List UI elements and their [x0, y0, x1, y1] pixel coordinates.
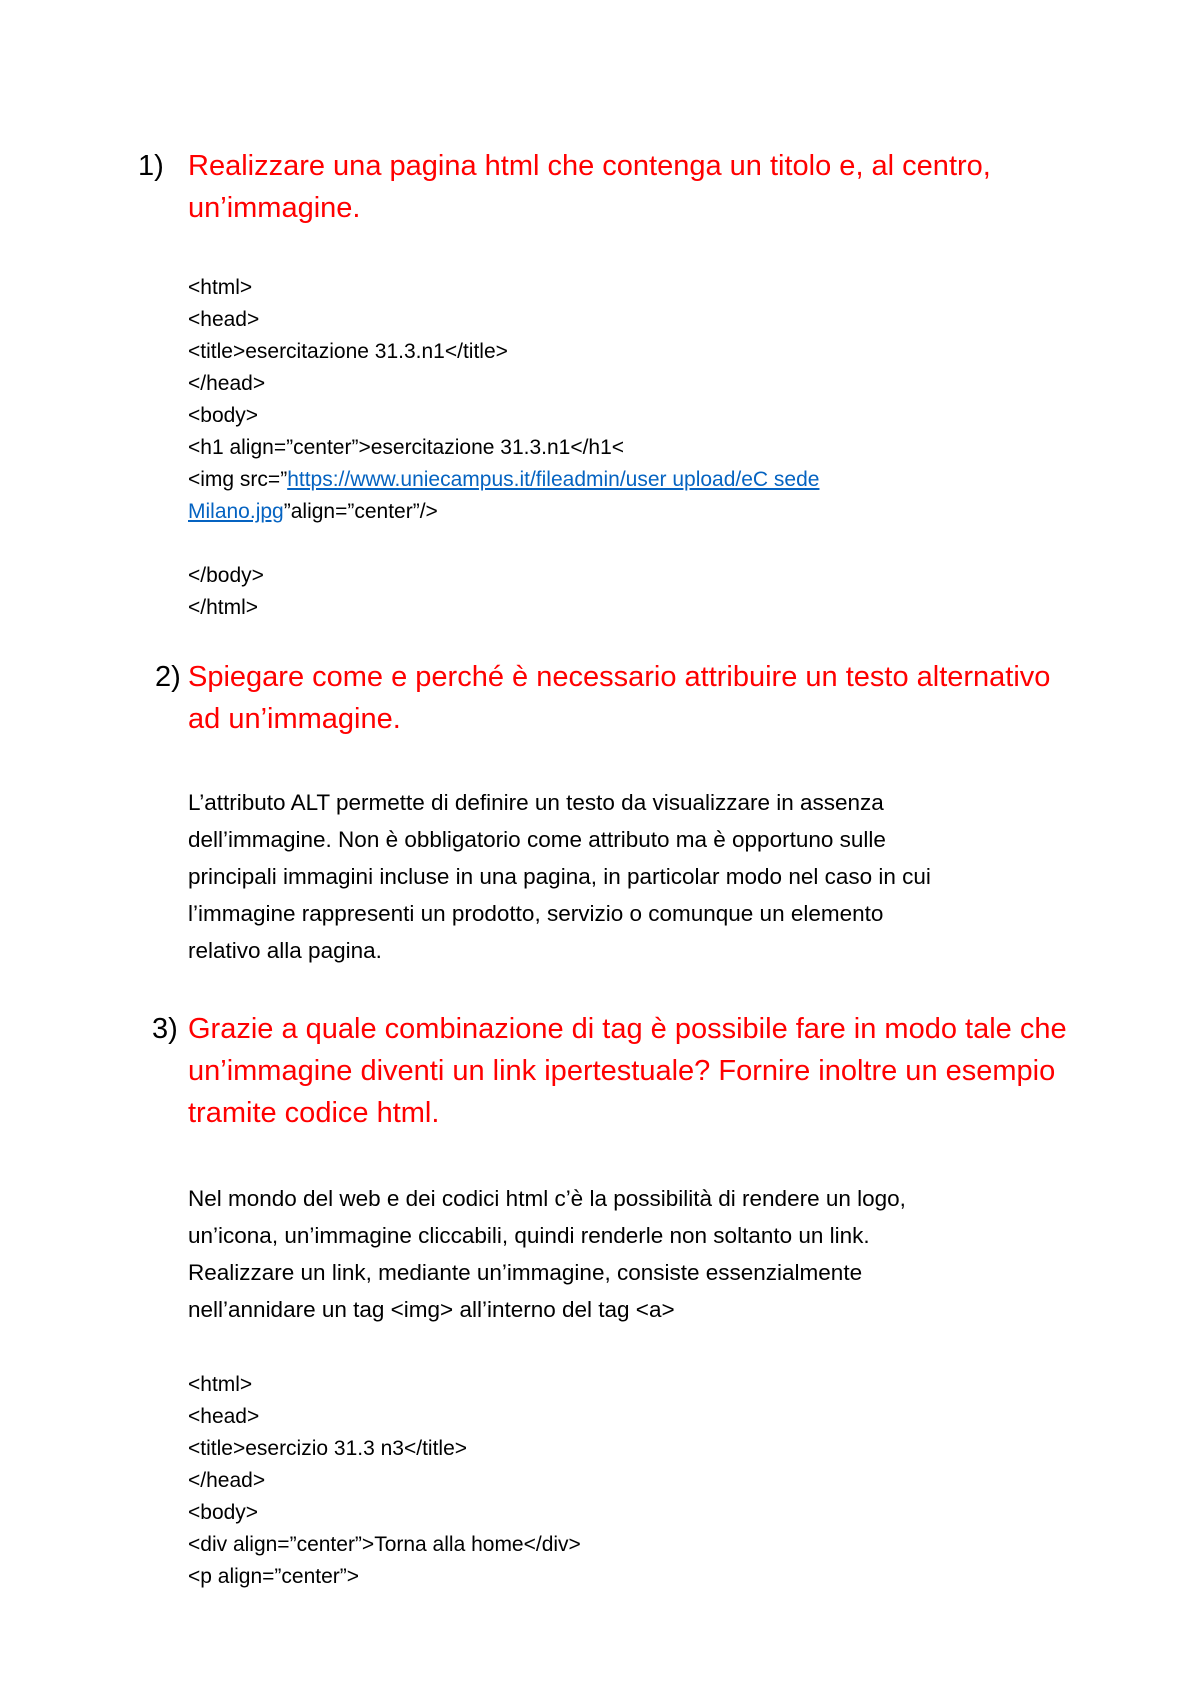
- question-number: 1): [138, 150, 164, 182]
- question-line: un’immagine.: [188, 192, 361, 224]
- answer-line: principali immagini incluse in una pagina, in particolar modo nel caso in cui: [188, 864, 931, 889]
- question-line: tramite codice html.: [188, 1097, 440, 1129]
- code-text: <img src=”: [188, 468, 288, 491]
- code-line: <head>: [188, 308, 260, 331]
- answer-line: un’icona, un’immagine cliccabili, quindi renderle non soltanto un link.: [188, 1223, 870, 1248]
- question-line: un’immagine diventi un link ipertestuale? Fornire inoltre un esempio: [188, 1055, 1056, 1087]
- question-line: Spiegare come e perché è necessario attribuire un testo alternativo: [188, 661, 1051, 693]
- answer-line: L’attributo ALT permette di definire un testo da visualizzare in assenza: [188, 790, 884, 815]
- answer-line: Nel mondo del web e dei codici html c’è la possibilità di rendere un logo,: [188, 1186, 906, 1211]
- code-line: <html>: [188, 1373, 253, 1396]
- question-line: Grazie a quale combinazione di tag è possibile fare in modo tale che: [188, 1013, 1067, 1045]
- answer-line: relativo alla pagina.: [188, 938, 382, 963]
- code-line: <html>: [188, 276, 253, 299]
- code-text: ”align=”center”/>: [283, 500, 438, 523]
- code-line: [188, 496, 1138, 528]
- answer-line: dell’immagine. Non è obbligatorio come attributo ma è opportuno sulle: [188, 827, 886, 852]
- code-line: <body>: [188, 404, 259, 427]
- code-line: </html>: [188, 596, 259, 619]
- question-text: [188, 1008, 1128, 1134]
- code-line: <div align=”center”>Torna alla home</div>: [188, 1533, 581, 1556]
- question-line: ad un’immagine.: [188, 703, 401, 735]
- code-line: [188, 464, 1138, 496]
- answer-line: nell’annidare un tag <img> all’interno del tag <a>: [188, 1297, 675, 1322]
- blank-line: [188, 528, 1138, 560]
- code-line: </body>: [188, 564, 264, 587]
- answer-line: l’immagine rappresenti un prodotto, servizio o comunque un elemento: [188, 901, 884, 926]
- code-line: </head>: [188, 372, 266, 395]
- code-block-3: [188, 1369, 1138, 1593]
- code-block-1: [188, 272, 1138, 624]
- code-line: <head>: [188, 1405, 260, 1428]
- question-number: 2): [155, 661, 181, 693]
- code-line: <title>esercitazione 31.3.n1</title>: [188, 340, 508, 363]
- image-url-link[interactable]: https://www.uniecampus.it/fileadmin/user upload/eC sede: [287, 468, 820, 491]
- code-line: <body>: [188, 1501, 259, 1524]
- image-url-link-continued[interactable]: Milano.jpg: [188, 500, 284, 523]
- answer-paragraph-2: [188, 784, 1138, 969]
- code-line: </head>: [188, 1469, 266, 1492]
- question-number: 3): [152, 1013, 178, 1045]
- question-text: [188, 656, 1128, 740]
- code-line: <h1 align=”center”>esercitazione 31.3.n1</h1<: [188, 436, 625, 459]
- answer-paragraph-3: [188, 1180, 1138, 1328]
- answer-line: Realizzare un link, mediante un’immagine, consiste essenzialmente: [188, 1260, 863, 1285]
- question-line: Realizzare una pagina html che contenga un titolo e, al centro,: [188, 150, 991, 182]
- question-text: [188, 145, 1128, 229]
- code-line: <p align=”center”>: [188, 1565, 360, 1588]
- code-line: <title>esercizio 31.3 n3</title>: [188, 1437, 468, 1460]
